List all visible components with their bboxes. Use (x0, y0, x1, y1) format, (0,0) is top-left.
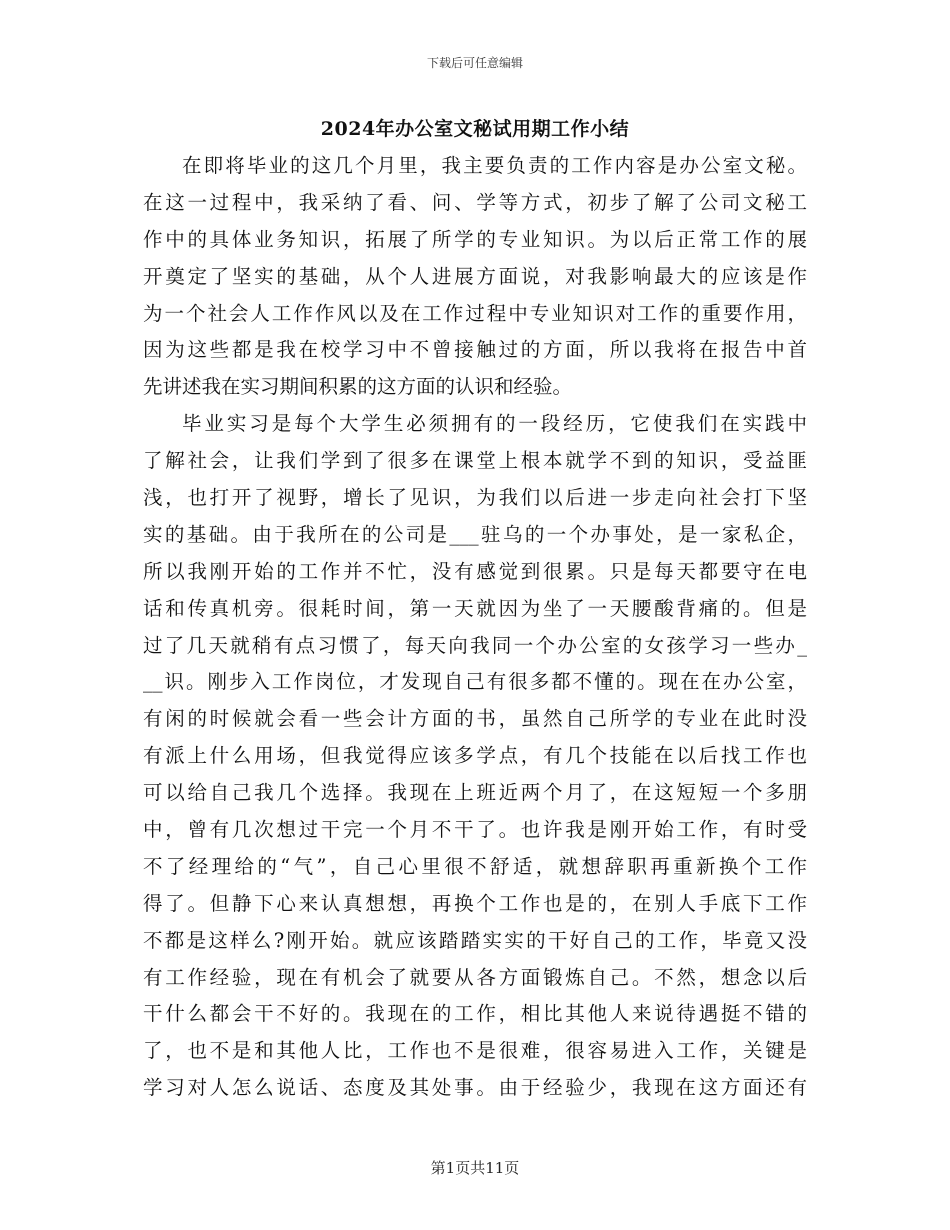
text-line: 过了几天就稍有点习惯了，每天向我同一个办公室的女孩学习一些办_ (143, 633, 807, 657)
text-line: 实的基础。由于我所在的公司是___驻乌的一个办事处，是一家私企， (143, 522, 807, 546)
text-line: 开奠定了坚实的基础，从个人进展方面说，对我影响最大的应该是作 (143, 264, 807, 288)
text-line: 先讲述我在实习期间积累的这方面的认识和经验。 (143, 375, 573, 399)
page-header-note: 下载后可任意编辑 (426, 56, 523, 70)
text-line: 毕业实习是每个大学生必须拥有的一段经历，它使我们在实践中 (182, 412, 807, 436)
text-line: 干什么都会干不好的。我现在的工作，相比其他人来说待遇挺不错的 (143, 1002, 807, 1026)
text-line: 浅，也打开了视野，增长了见识，为我们以后进一步走向社会打下坚 (143, 486, 807, 510)
text-line: 在这一过程中，我采纳了看、问、学等方式，初步了解了公司文秘工 (143, 190, 807, 214)
text-line: 作中的具体业务知识，拓展了所学的专业知识。为以后正常工作的展 (143, 227, 807, 251)
text-line: 为一个社会人工作作风以及在工作过程中专业知识对工作的重要作用， (143, 301, 807, 325)
text-line: 中，曾有几次想过干完一个月不干了。也许我是刚开始工作，有时受 (143, 818, 807, 842)
text-line: 了，也不是和其他人比，工作也不是很难，很容易进入工作，关键是 (143, 1039, 807, 1063)
document-title: 2024年办公室文秘试用期工作小结 (320, 118, 630, 140)
text-line: 有闲的时候就会看一些会计方面的书，虽然自己所学的专业在此时没 (143, 707, 807, 731)
text-line: 话和传真机旁。很耗时间，第一天就因为坐了一天腰酸背痛的。但是 (143, 596, 807, 620)
text-line: 所以我刚开始的工作并不忙，没有感觉到很累。只是每天都要守在电 (143, 559, 807, 583)
text-line: 不都是这样么?刚开始。就应该踏踏实实的干好自己的工作，毕竟又没 (143, 928, 807, 952)
page-number: 第1页共11页 (430, 1159, 520, 1177)
text-line: 可以给自己我几个选择。我现在上班近两个月了，在这短短一个多朋 (143, 781, 807, 805)
document-body (143, 148, 807, 1107)
text-line: 有工作经验，现在有机会了就要从各方面锻炼自己。不然，想念以后 (143, 965, 807, 989)
text-line: 得了。但静下心来认真想想，再换个工作也是的，在别人手底下工作 (143, 891, 807, 915)
text-line: 不了经理给的“气”，自己心里很不舒适，就想辞职再重新换个工作 (143, 854, 807, 878)
text-line: 在即将毕业的这几个月里，我主要负责的工作内容是办公室文秘。 (182, 154, 807, 177)
text-line: 有派上什么用场，但我觉得应该多学点，有几个技能在以后找工作也 (143, 744, 807, 768)
text-line: 学习对人怎么说话、态度及其处事。由于经验少，我现在这方面还有 (143, 1076, 807, 1100)
text-line: __识。刚步入工作岗位，才发现自己有很多都不懂的。现在在办公室， (143, 670, 807, 694)
text-line: 了解社会，让我们学到了很多在课堂上根本就学不到的知识，受益匪 (143, 449, 807, 473)
text-line: 因为这些都是我在校学习中不曾接触过的方面，所以我将在报告中首 (143, 338, 807, 362)
